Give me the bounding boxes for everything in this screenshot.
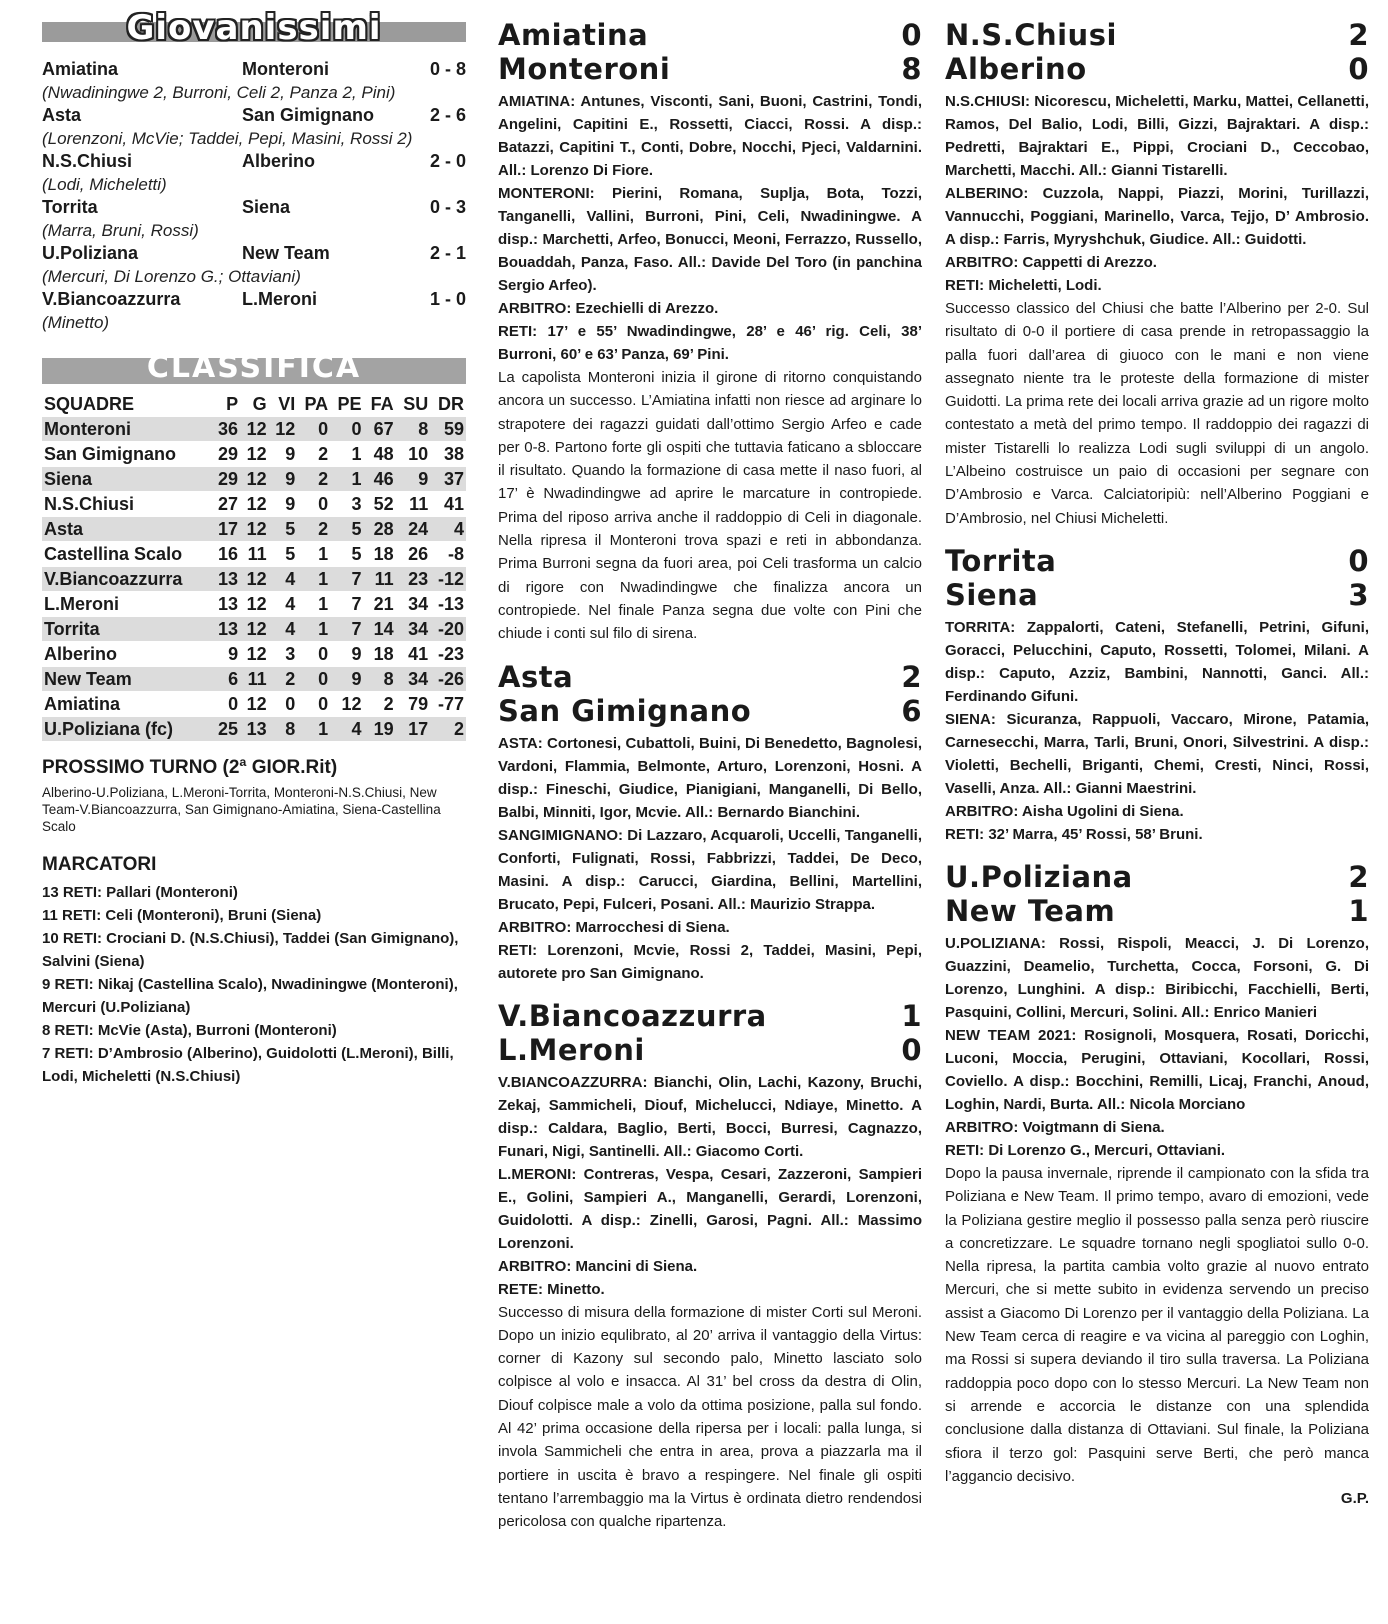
standings-cell: 8 [396, 417, 431, 442]
match-away-score: 1 [1348, 893, 1369, 928]
standings-row [42, 667, 466, 692]
standings-cell: 13 [211, 617, 240, 642]
standings-cell: Siena [42, 467, 211, 492]
result-score: 1 - 0 [429, 289, 466, 309]
match-report [945, 544, 1369, 846]
result-score: 2 - 6 [429, 105, 466, 125]
scorer-line: 9 RETI: Nikaj (Castellina Scalo), Nwadiningwe (Monteroni), Mercuri (U.Poliziana) [42, 976, 458, 1016]
standings-cell: 25 [211, 717, 240, 742]
lineup-paragraph: SANGIMIGNANO: Di Lazzaro, Acquaroli, Uccelli, Tanganelli, Conforti, Fulignati, Rossi, Fabbrizzi, Taddei, De Deco, Masini. A disp.: Carucci, Giardina, Bellini, Martellini, Brucato, Pepi, Fulceri, Posani. All.: Maurizio Strappa. [498, 826, 922, 913]
result-scorers: (Mercuri, Di Lorenzo G.; Ottaviani) [42, 267, 301, 286]
standings-cell: -77 [430, 692, 466, 717]
standings-table [42, 392, 466, 742]
standings-cell: 9 [211, 642, 240, 667]
standings-cell: 1 [297, 542, 330, 567]
standings-header-cell: SU [403, 394, 429, 414]
standings-cell: 9 [269, 467, 298, 492]
standings-cell: 9 [330, 667, 363, 692]
result-scorers: (Lodi, Micheletti) [42, 175, 167, 194]
standings-cell: 34 [396, 617, 431, 642]
match-lineups [945, 616, 1369, 846]
result-home: V.Biancoazzurra [42, 289, 181, 309]
standings-header-cell: DR [438, 394, 464, 414]
match-report [498, 999, 922, 1534]
result-score: 2 - 0 [429, 151, 466, 171]
match-away-row [945, 894, 1369, 928]
standings-cell: -8 [430, 542, 466, 567]
standings-cell: 17 [211, 517, 240, 542]
match-away-team: New Team [945, 893, 1116, 928]
result-row [42, 150, 466, 173]
lineup-paragraph: RETE: Minetto. [498, 1280, 605, 1298]
standings-cell: 0 [297, 667, 330, 692]
standings-row [42, 692, 466, 717]
result-scorers: (Lorenzoni, McVie; Taddei, Pepi, Masini, Rossi 2) [42, 129, 413, 148]
standings-cell: 12 [240, 642, 269, 667]
match-away-row [498, 694, 922, 728]
standings-cell: 2 [430, 717, 466, 742]
match-away-score: 8 [901, 52, 922, 86]
standings-row [42, 717, 466, 742]
standings-cell: 1 [297, 592, 330, 617]
standings-cell: 9 [396, 467, 431, 492]
standings-cell: New Team [42, 667, 211, 692]
standings-cell: 7 [330, 567, 363, 592]
lineup-paragraph: RETI: 17’ e 55’ Nwadindingwe, 28’ e 46’ rig. Celi, 38’ Burroni, 60’ e 63’ Panza, 69’ Pini. [498, 323, 922, 363]
match-away-row [945, 52, 1369, 86]
match-lineups [498, 732, 922, 985]
standings-cell: 1 [297, 567, 330, 592]
result-row [42, 196, 466, 219]
lineup-paragraph: SIENA: Sicuranza, Rappuoli, Vaccaro, Mirone, Patamia, Carnesecchi, Marra, Tarli, Bruni, Onori, Silvestrini. A disp.: Violetti, Bechelli, Briganti, Chemi, Cresti, Ninci, Rossi, Vaselli, Anza. All.: Gianni Maestrini. [945, 710, 1369, 797]
match-home-score: 2 [1348, 859, 1369, 894]
standings-header-cell: VI [278, 394, 296, 414]
standings-cell: Castellina Scalo [42, 542, 211, 567]
standings-cell: 41 [430, 492, 466, 517]
scorer-line: 7 RETI: D’Ambrosio (Alberino), Guidolotti (L.Meroni), Billi, Lodi, Micheletti (N.S.Chiusi) [42, 1045, 454, 1085]
match-report-text: La capolista Monteroni inizia il girone di ritorno conquistando ancora un successo. L’Amiatina infatti non riesce ad arginare lo strapotere dei ragazzi guidati dall’ottimo Sergio Arfeo e cade per 0-8. Partono forte gli ospiti che tuttavia faticano a sbloccare il risultato. Quando la formazione di casa mette il naso fuori, al 17’ è Nwadindingwe ad aprire le marcature in contropiede. Prima del riposo arriva anche il raddoppio di Celi in diagonale. Nella ripresa il Monteroni trova spazi e reti in abbondanza. Prima Burroni segna da fuori area, poi Celi trasforma un calcio di rigore con Nwadindingwe che finalizza ancora un contropiede. Nel finale Panza segna due volte con Pini che chiude i conti sul filo di sirena. [498, 369, 922, 643]
result-away: Alberino [242, 151, 316, 171]
standings-cell: V.Biancoazzurra [42, 567, 211, 592]
standings-cell: 29 [211, 442, 240, 467]
standings-cell: Amiatina [42, 692, 211, 717]
standings-cell: 10 [396, 442, 431, 467]
next-round-text: Alberino-U.Poliziana, L.Meroni-Torrita, Monteroni-N.S.Chiusi, New Team-V.Biancoazzurra, San Gimignano-Amiatina, Siena-Castellina Scalo [42, 785, 441, 834]
scorer-line: 13 RETI: Pallari (Monteroni) [42, 884, 238, 901]
match-lineups [945, 90, 1369, 297]
match-home-team: V.Biancoazzurra [498, 998, 767, 1033]
match-report-text: Successo di misura della formazione di mister Corti sul Meroni. Dopo un inizio equlibrato, al 20’ arriva il vantaggio della Virtus: corner di Kazony sul secondo palo, Minetto lasciato solo colpisce al volo e insacca. Al 31’ bel cross da destra di Olin, Diouf colpisce male a volo da ottima posizione, palla sul fondo. Al 42’ prima occasione della ripersa per i locali: palla lunga, si invola Sammicheli che entra in area, prova a piazzarla ma il portiere in uscita è bravo a respingere. Nel finale gli ospiti tentano l’arrembaggio ma la Virtus è ordinata dietro rendendosi pericolosa con qualche ripartenza. [498, 1303, 922, 1531]
standings-cell: -13 [430, 592, 466, 617]
standings-header-row [42, 392, 466, 417]
standings-cell: 24 [396, 517, 431, 542]
match-home-team: N.S.Chiusi [945, 18, 1117, 52]
standings-cell: Alberino [42, 642, 211, 667]
match-home-team: U.Poliziana [945, 859, 1133, 894]
match-home-row [945, 860, 1369, 894]
standings-cell: 1 [330, 467, 363, 492]
match-report [945, 860, 1369, 1507]
standings-cell: 8 [364, 667, 396, 692]
match-column-2 [498, 18, 922, 1534]
standings-cell: 26 [396, 542, 431, 567]
match-home-score: 1 [901, 998, 922, 1033]
standings-cell: 11 [240, 667, 269, 692]
standings-cell: 6 [211, 667, 240, 692]
standings-cell: 0 [269, 692, 298, 717]
lineup-paragraph: AMIATINA: Antunes, Visconti, Sani, Buoni, Castrini, Tondi, Angelini, Capitini E., Rossetti, Ciacci, Rossi. A disp.: Batazzi, Capitini T., Conti, Dobre, Nocchi, Pjeci, Valdarnini. All.: Lorenzo Di Fiore. [498, 93, 922, 179]
result-home: Asta [42, 105, 82, 125]
standings-cell: 5 [269, 517, 298, 542]
match-report [498, 18, 922, 646]
result-home: Amiatina [42, 59, 119, 79]
lineup-paragraph: U.POLIZIANA: Rossi, Rispoli, Meacci, J. Di Lorenzo, Guazzini, Deamelio, Turchetta, Cocca, Forsoni, G. Di Lorenzo, Lunghini. A disp.: Biribicchi, Facchielli, Berti, Pasquini, Collini, Mercuri, Solini. All.: Enrico Manieri [945, 934, 1369, 1021]
standings-cell: 46 [364, 467, 396, 492]
standings-cell: 13 [211, 567, 240, 592]
lineup-paragraph: MONTERONI: Pierini, Romana, Suplja, Bota, Tozzi, Tanganelli, Vallini, Burroni, Pini, Celi, Nwadiningwe. A disp.: Marchetti, Arfeo, Bonucci, Meoni, Ferrazzo, Russello, Bouaddah, Panza, Faso. All.: Davide Del Toro (in panchina Sergio Arfeo). [498, 185, 922, 294]
standings-cell: 5 [269, 542, 298, 567]
standings-cell: 12 [330, 692, 363, 717]
standings-cell: 13 [211, 592, 240, 617]
lineup-paragraph: RETI: Lorenzoni, Mcvie, Rossi 2, Taddei, Masini, Pepi, autorete pro San Gimignano. [498, 941, 922, 982]
standings-banner [42, 350, 466, 385]
standings-cell: 37 [430, 467, 466, 492]
standings-cell: 67 [364, 417, 396, 442]
standings-cell: 7 [330, 592, 363, 617]
lineup-paragraph: ARBITRO: Cappetti di Arezzo. [945, 254, 1157, 271]
standings-cell: 11 [396, 492, 431, 517]
results-title: Giovanissimi [126, 8, 382, 48]
standings-cell: 36 [211, 417, 240, 442]
standings-cell: 13 [240, 717, 269, 742]
standings-cell: 18 [364, 542, 396, 567]
standings-row [42, 617, 466, 642]
standings-cell: San Gimignano [42, 442, 211, 467]
standings-cell: 12 [240, 492, 269, 517]
standings-cell: 12 [240, 592, 269, 617]
match-away-score: 6 [901, 693, 922, 728]
match-away-team: Monteroni [498, 52, 671, 86]
match-home-score: 0 [1348, 543, 1369, 578]
standings-cell: 4 [330, 717, 363, 742]
result-home: U.Poliziana [42, 243, 139, 263]
standings-cell: 1 [297, 717, 330, 742]
match-home-row [945, 544, 1369, 578]
standings-cell: 41 [396, 642, 431, 667]
standings-cell: 3 [269, 642, 298, 667]
result-row [42, 58, 466, 81]
standings-row [42, 592, 466, 617]
standings-row [42, 492, 466, 517]
standings-cell: 12 [240, 467, 269, 492]
result-score: 2 - 1 [429, 243, 466, 263]
standings-cell: 4 [269, 617, 298, 642]
match-home-team: Torrita [945, 543, 1057, 578]
standings-cell: 18 [364, 642, 396, 667]
scorers-list [42, 881, 466, 1088]
result-row [42, 104, 466, 127]
match-report [498, 660, 922, 985]
standings-cell: 48 [364, 442, 396, 467]
standings-header-cell: SQUADRE [44, 394, 135, 414]
standings-cell: 9 [330, 642, 363, 667]
standings-row [42, 542, 466, 567]
standings-row [42, 517, 466, 542]
standings-cell: 12 [240, 567, 269, 592]
scorers-title: MARCATORI [42, 854, 157, 875]
standings-cell: L.Meroni [42, 592, 211, 617]
standings-cell: 3 [330, 492, 363, 517]
standings-title: CLASSIFICA [146, 350, 362, 385]
match-lineups [945, 932, 1369, 1162]
lineup-paragraph: V.BIANCOAZZURRA: Bianchi, Olin, Lachi, Kazony, Bruchi, Zekaj, Sammicheli, Diouf, Michelucci, Ndiaye, Minetto. A disp.: Caldara, Baglio, Berti, Bocci, Burresi, Cagnazzo, Funari, Nigi, Santinelli. All.: Giacomo Corti. [498, 1073, 922, 1160]
lineup-paragraph: L.MERONI: Contreras, Vespa, Cesari, Zazzeroni, Sampieri E., Golini, Sampieri A., Manganelli, Gerardi, Lorenzoni, Guidolotti. A disp.: Zinelli, Garosi, Pagni. All.: Massimo Lorenzoni. [498, 1165, 922, 1252]
standings-cell: Monteroni [42, 417, 211, 442]
standings-cell: 2 [297, 442, 330, 467]
standings-cell: -12 [430, 567, 466, 592]
match-away-score: 0 [901, 1032, 922, 1067]
standings-cell: 34 [396, 592, 431, 617]
match-home-score: 0 [901, 18, 922, 52]
match-report-text: Dopo la pausa invernale, riprende il campionato con la sfida tra Poliziana e New Team. Il primo tempo, avaro di emozioni, vede la Poliziana gestire meglio il possesso palla senza però riuscire a concretizzare. Le squadre tornano negli spogliatoi sullo 0-0. Nella ripresa, la partita cambia volto grazie al nuovo entrato Mercuri, che si mette subito in evidenza servendo un preciso assist a Giacomo Di Lorenzo per il vantaggio della Poliziana. La New Team cerca di reagire e va vicina al pareggio con Loghin, ma Rossi si supera deviando il tiro sulla traversa. La Poliziana raddoppia poco dopo con lo stesso Mercuri. La New Team non si arrende e accorcia le distanze con una splendida conclusione dalla distanza di Ottaviani. Sul finale, la Poliziana sfiora il terzo gol: Pasquini serve Berti, che però manca l’aggancio decisivo. [945, 1164, 1369, 1485]
lineup-paragraph: NEW TEAM 2021: Rosignoli, Mosquera, Rosati, Doricchi, Luconi, Moccia, Perugini, Ottaviani, Kocollari, Rossi, Coviello. A disp.: Bocchini, Remilli, Licaj, Franchi, Anoud, Loghin, Nardi, Burta. All.: Nicola Morciano [945, 1026, 1369, 1113]
match-away-team: Alberino [945, 52, 1087, 86]
match-home-row [498, 660, 922, 694]
standings-cell: 59 [430, 417, 466, 442]
result-home: Torrita [42, 197, 98, 217]
match-lineups [498, 90, 922, 366]
standings-cell: 11 [364, 567, 396, 592]
match-home-row [498, 999, 922, 1033]
lineup-paragraph: ASTA: Cortonesi, Cubattoli, Buini, Di Benedetto, Bagnolesi, Vardoni, Flammia, Belmonte, Arturo, Lorenzoni, Hosni. A disp.: Fineschi, Giudice, Pianigiani, Manganelli, Di Bello, Balbi, Minniti, Igor, Mcvie. All.: Bernardo Bianchini. [498, 734, 922, 821]
result-scorers: (Nwadiningwe 2, Burroni, Celi 2, Panza 2, Pini) [42, 83, 396, 102]
standings-cell: 11 [240, 542, 269, 567]
standings-header-cell: PA [304, 394, 329, 414]
standings-cell: 4 [430, 517, 466, 542]
standings-cell: U.Poliziana (fc) [42, 717, 211, 742]
standings-cell: 2 [269, 667, 298, 692]
match-away-score: 3 [1348, 577, 1369, 612]
lineup-paragraph: N.S.CHIUSI: Nicorescu, Micheletti, Marku, Mattei, Cellanetti, Ramos, Del Balio, Lodi, Billi, Gizzi, Bajraktari. A disp.: Pedretti, Bajraktari E., Pippi, Crociani D., Ceccobao, Marchetti, Macchi. All.: Gianni Tistarelli. [945, 93, 1369, 179]
standings-row [42, 467, 466, 492]
author-signature: G.P. [1340, 1490, 1369, 1508]
standings-cell: 12 [240, 417, 269, 442]
standings-cell: 14 [364, 617, 396, 642]
lineup-paragraph: ARBITRO: Ezechielli di Arezzo. [498, 300, 719, 317]
standings-cell: 0 [330, 417, 363, 442]
standings-row [42, 442, 466, 467]
standings-cell: 0 [211, 692, 240, 717]
result-row [42, 288, 466, 311]
standings-body [42, 417, 466, 742]
match-home-score: 2 [901, 659, 922, 694]
standings-cell: 17 [396, 717, 431, 742]
result-scorers: (Minetto) [42, 313, 110, 332]
match-home-row [945, 18, 1369, 52]
match-home-score: 2 [1348, 18, 1369, 52]
standings-row [42, 567, 466, 592]
standings-cell: 8 [269, 717, 298, 742]
standings-cell: 12 [240, 517, 269, 542]
standings-cell: 2 [364, 692, 396, 717]
standings-cell: 27 [211, 492, 240, 517]
standings-cell: 12 [240, 617, 269, 642]
results-column [42, 8, 466, 1088]
match-lineups [498, 1071, 922, 1301]
match-away-score: 0 [1348, 52, 1369, 86]
standings-cell: 12 [240, 692, 269, 717]
match-away-row [498, 1033, 922, 1067]
match-away-team: San Gimignano [498, 693, 752, 728]
lineup-paragraph: ARBITRO: Marrocchesi di Siena. [498, 918, 730, 936]
standings-cell: 79 [396, 692, 431, 717]
result-score: 0 - 3 [429, 197, 466, 217]
result-away: New Team [242, 243, 330, 263]
next-round-title: PROSSIMO TURNO (2ª GIOR.Rit) [42, 757, 338, 778]
result-away: L.Meroni [242, 289, 317, 309]
match-away-team: Siena [945, 577, 1039, 612]
match-report [945, 18, 1369, 530]
match-away-row [945, 578, 1369, 612]
standings-cell: Torrita [42, 617, 211, 642]
result-away: San Gimignano [242, 105, 375, 125]
scorer-line: 10 RETI: Crociani D. (N.S.Chiusi), Taddei (San Gimignano), Salvini (Siena) [42, 930, 459, 970]
standings-cell: 28 [364, 517, 396, 542]
match-away-row [498, 52, 922, 86]
standings-cell: 5 [330, 542, 363, 567]
standings-cell: 9 [269, 492, 298, 517]
standings-cell: -20 [430, 617, 466, 642]
standings-cell: 0 [297, 492, 330, 517]
match-home-team: Amiatina [498, 18, 649, 52]
lineup-paragraph: RETI: 32’ Marra, 45’ Rossi, 58’ Bruni. [945, 825, 1203, 843]
standings-cell: 2 [297, 467, 330, 492]
result-home: N.S.Chiusi [42, 151, 133, 171]
standings-cell: 12 [269, 417, 298, 442]
lineup-paragraph: TORRITA: Zappalorti, Cateni, Stefanelli, Petrini, Gifuni, Goracci, Pelucchini, Caputo, Rossetti, Tolomei, Milani. A disp.: Caputo, Azziz, Bambini, Nannotti, Ganci. All.: Ferdinando Gifuni. [945, 618, 1369, 705]
standings-cell: N.S.Chiusi [42, 492, 211, 517]
standings-cell: 19 [364, 717, 396, 742]
lineup-paragraph: ARBITRO: Mancini di Siena. [498, 1257, 698, 1275]
match-column-3 [945, 18, 1369, 1507]
results-list [42, 58, 466, 334]
result-away: Monteroni [242, 59, 329, 79]
match-home-team: Asta [498, 659, 574, 694]
lineup-paragraph: RETI: Micheletti, Lodi. [945, 277, 1102, 294]
standings-cell: 52 [364, 492, 396, 517]
standings-cell: 16 [211, 542, 240, 567]
standings-cell: 2 [297, 517, 330, 542]
standings-header-cell: P [226, 394, 239, 414]
standings-cell: 0 [297, 417, 330, 442]
standings-cell: 7 [330, 617, 363, 642]
standings-cell: 4 [269, 567, 298, 592]
result-away: Siena [242, 197, 291, 217]
lineup-paragraph: ARBITRO: Voigtmann di Siena. [945, 1118, 1165, 1136]
standings-cell: -26 [430, 667, 466, 692]
standings-cell: 38 [430, 442, 466, 467]
standings-header-cell: G [252, 394, 267, 414]
result-score: 0 - 8 [429, 59, 466, 79]
standings-cell: 5 [330, 517, 363, 542]
standings-cell: 21 [364, 592, 396, 617]
standings-cell: 23 [396, 567, 431, 592]
result-row [42, 242, 466, 265]
standings-cell: 1 [330, 442, 363, 467]
standings-cell: 9 [269, 442, 298, 467]
lineup-paragraph: RETI: Di Lorenzo G., Mercuri, Ottaviani. [945, 1141, 1226, 1159]
standings-cell: 4 [269, 592, 298, 617]
standings-header-cell: FA [370, 394, 394, 414]
match-report-text: Successo classico del Chiusi che batte l’Alberino per 2-0. Sul risultato di 0-0 il portiere di casa prende in retropassaggio la palla fuori dall’area di giuoco con le mani e non viene assegnato niente tra le proteste della formazione di mister Guidotti. La prima rete dei locali arriva grazie ad un rigore molto contestato a metà del primo tempo. Il raddoppio dei ragazzi di mister Tistarelli lo realizza Lodi sugli sviluppi di un angolo. L’Albeino costruisce un paio di occasioni per segnare con D’Ambrosio e Varca. Calciatoripiù: nell’Alberino Poggiani e D’Ambrosio, nel Chiusi Micheletti. [945, 300, 1369, 527]
standings-row [42, 417, 466, 442]
scorer-line: 8 RETI: McVie (Asta), Burroni (Monteroni) [42, 1022, 337, 1039]
standings-cell: 12 [240, 442, 269, 467]
match-away-team: L.Meroni [498, 1032, 645, 1067]
standings-cell: 0 [297, 642, 330, 667]
standings-cell: Asta [42, 517, 211, 542]
standings-header-cell: PE [337, 394, 362, 414]
match-home-row [498, 18, 922, 52]
standings-cell: -23 [430, 642, 466, 667]
lineup-paragraph: ALBERINO: Cuzzola, Nappi, Piazzi, Morini, Turillazzi, Vannucchi, Poggiani, Marinello, Varca, Tejjo, D’ Ambrosio. A disp.: Farris, Myryshchuk, Giudice. All.: Guidotti. [945, 185, 1369, 248]
results-banner [42, 8, 466, 48]
result-scorers: (Marra, Bruni, Rossi) [42, 221, 199, 240]
lineup-paragraph: ARBITRO: Aisha Ugolini di Siena. [945, 802, 1184, 820]
standings-cell: 29 [211, 467, 240, 492]
standings-cell: 0 [297, 692, 330, 717]
standings-cell: 1 [297, 617, 330, 642]
scorer-line: 11 RETI: Celi (Monteroni), Bruni (Siena) [42, 907, 322, 924]
standings-row [42, 642, 466, 667]
standings-cell: 34 [396, 667, 431, 692]
